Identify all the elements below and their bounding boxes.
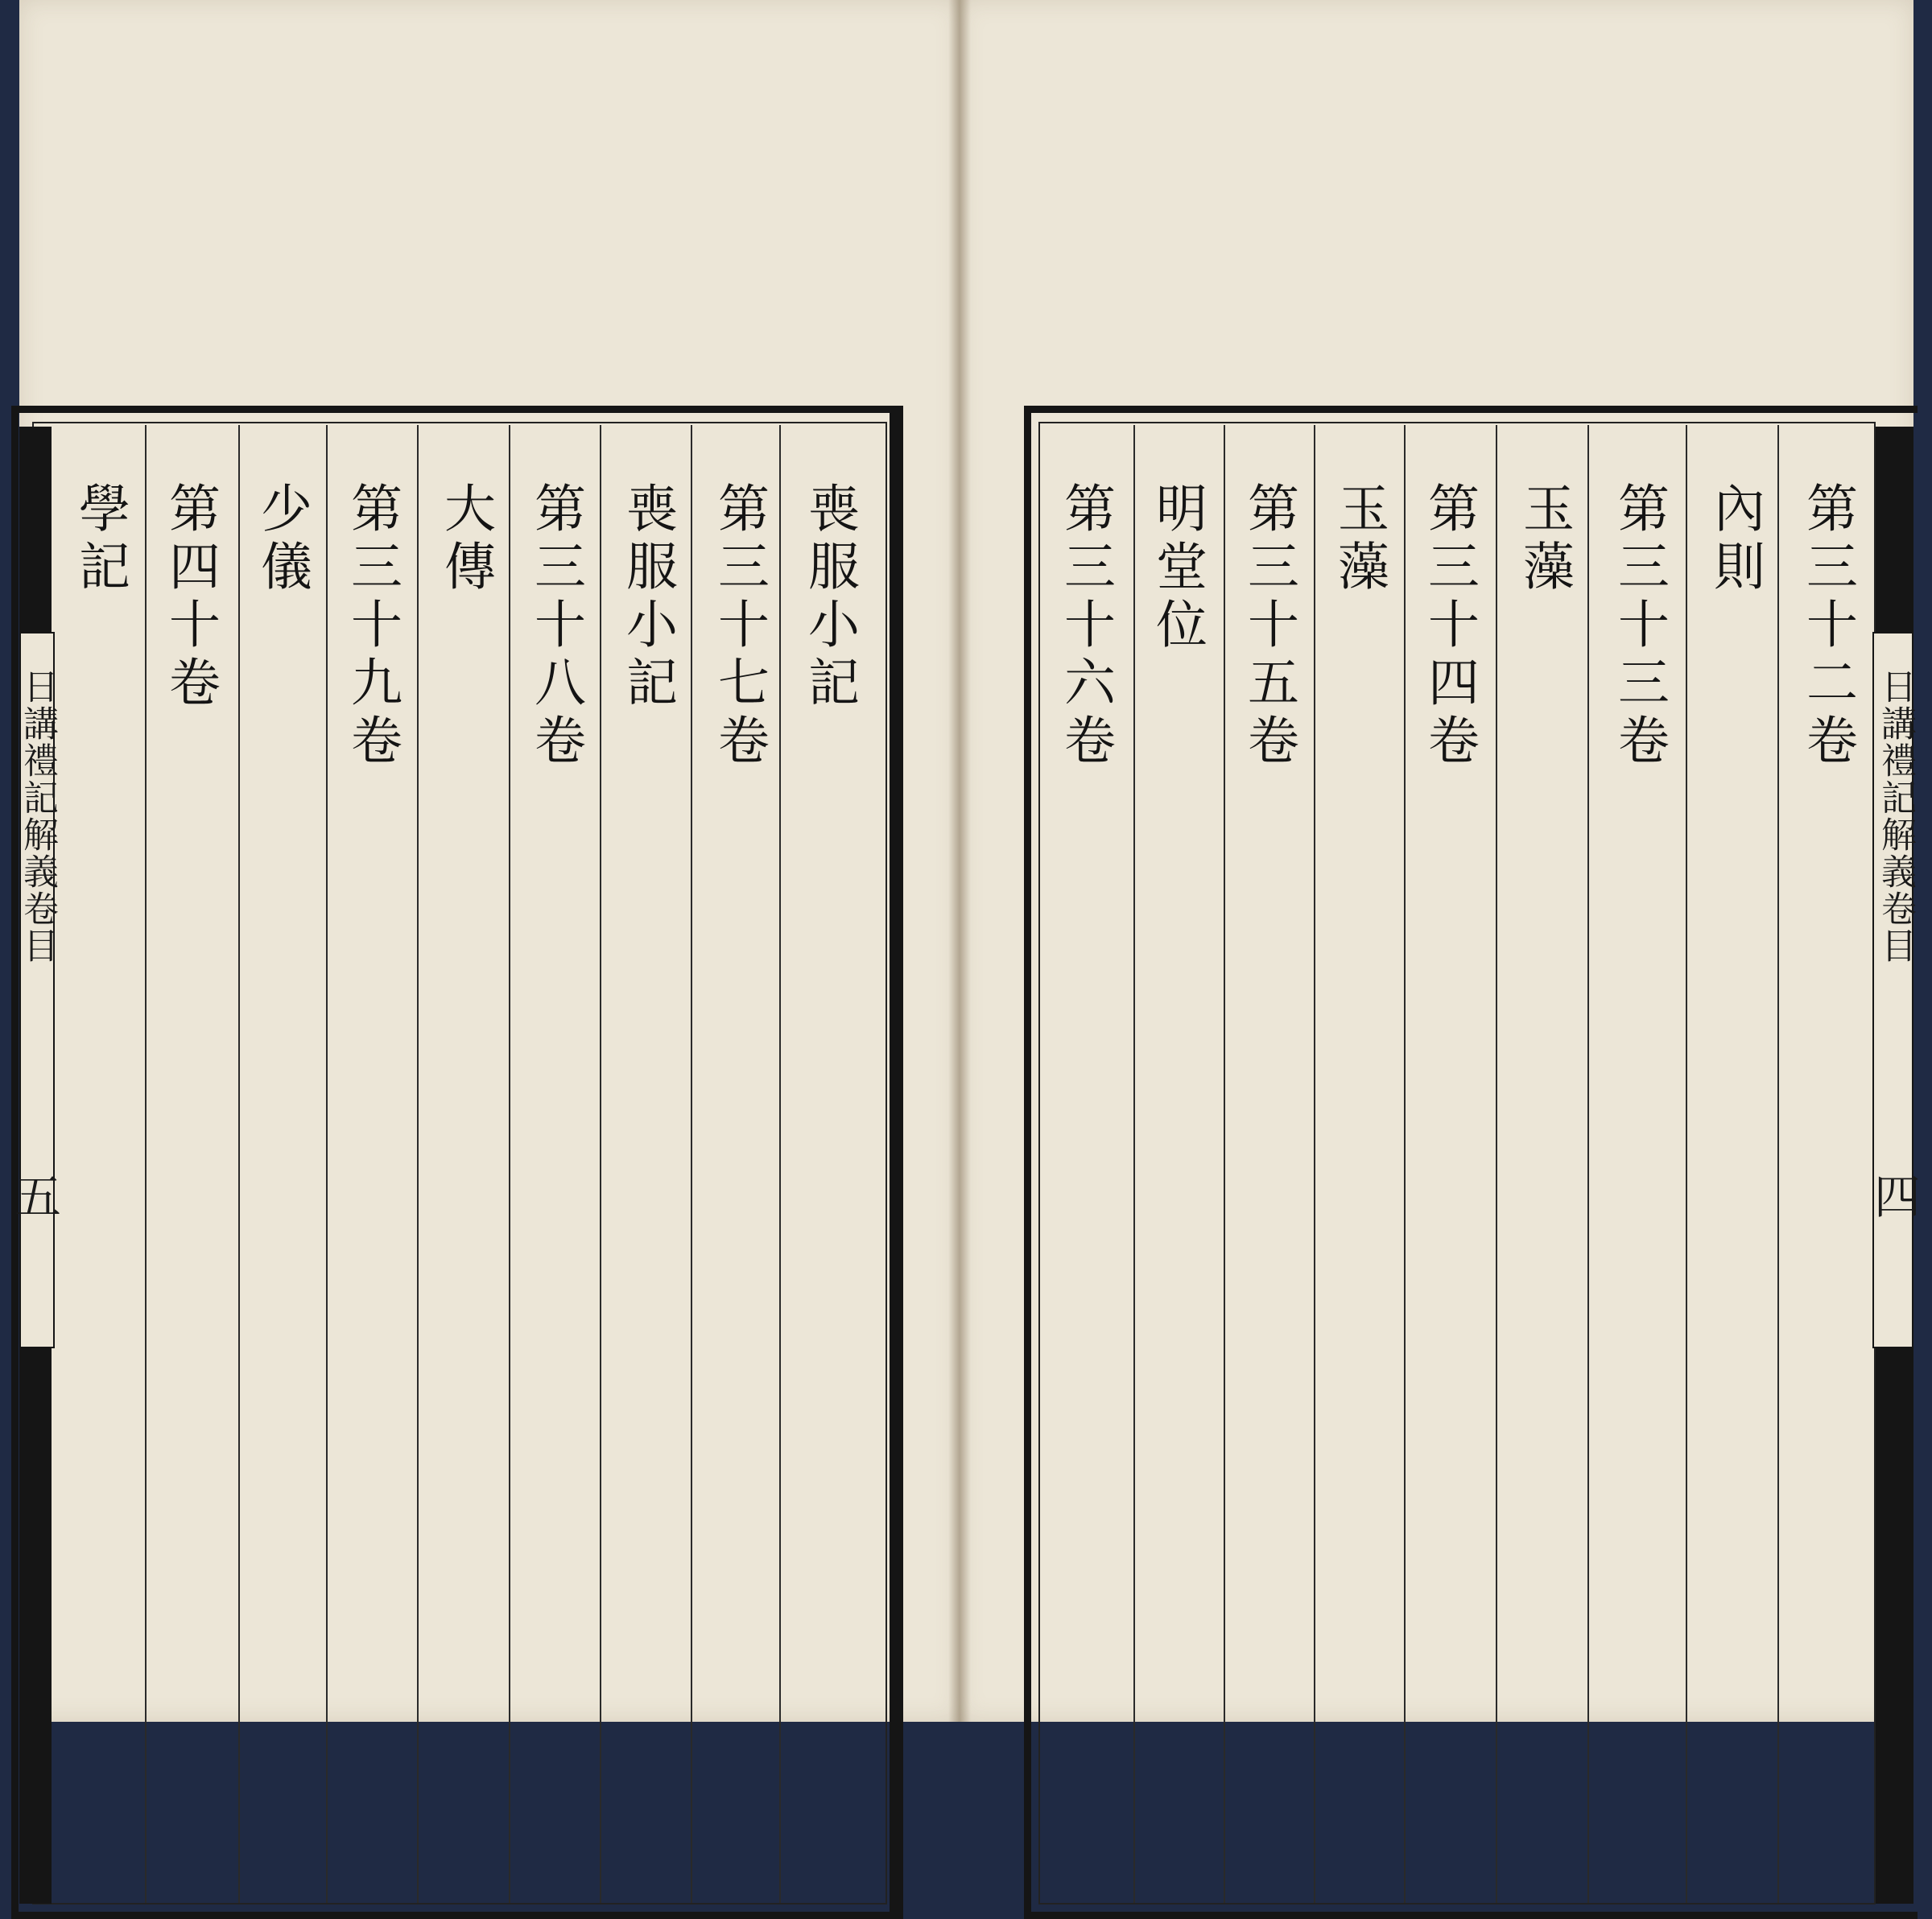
- left-column-3: [603, 481, 691, 713]
- right-page-number: 四: [1874, 1170, 1922, 1224]
- left-column-text: 第四十卷: [160, 481, 220, 713]
- left-column-rule: [600, 425, 601, 1903]
- right-column-text: 內則: [1705, 481, 1765, 597]
- left-column-7: [237, 481, 326, 597]
- left-column-text: 少儀: [252, 481, 312, 597]
- right-column-rule: [1686, 425, 1687, 1903]
- right-heart-title: 日講禮記解義卷目: [1875, 668, 1916, 964]
- right-column-rule: [1777, 425, 1779, 1903]
- left-column-text: 第三十八卷: [526, 481, 585, 771]
- right-column-8: [1133, 481, 1221, 655]
- right-column-rule: [1587, 425, 1589, 1903]
- left-column-1: [785, 481, 873, 713]
- right-column-6: [1315, 481, 1403, 597]
- left-page-number: 五: [14, 1170, 62, 1224]
- left-column-6: [328, 481, 416, 771]
- left-column-9: [56, 481, 144, 597]
- left-column-text: 第三十七卷: [709, 481, 769, 771]
- right-column-text: 玉藻: [1514, 481, 1574, 597]
- right-column-text: 第三十六卷: [1055, 481, 1115, 771]
- left-column-text: 第三十九卷: [342, 481, 402, 771]
- left-column-8: [146, 481, 234, 713]
- right-column-2: [1690, 481, 1779, 597]
- right-column-3: [1595, 481, 1683, 771]
- right-column-text: 第三十二卷: [1798, 481, 1857, 771]
- left-column-text: 喪服小記: [799, 481, 859, 713]
- right-fish-tail-bottom: [1876, 1348, 1913, 1904]
- left-column-rule: [417, 425, 419, 1903]
- left-fish-tail-bottom: [19, 1348, 52, 1904]
- right-column-text: 明堂位: [1147, 481, 1207, 655]
- book-gutter: [948, 0, 971, 1722]
- right-column-rule: [1314, 425, 1315, 1903]
- left-column-2: [695, 481, 783, 771]
- right-column-rule: [1496, 425, 1497, 1903]
- right-column-text: 第三十五卷: [1239, 481, 1298, 771]
- right-column-5: [1405, 481, 1493, 771]
- right-column-1: [1783, 481, 1872, 771]
- right-column-7: [1224, 481, 1313, 771]
- left-column-text: 學記: [70, 481, 130, 597]
- right-column-4: [1500, 481, 1588, 597]
- right-column-text: 第三十四卷: [1419, 481, 1479, 771]
- left-column-5: [421, 481, 510, 597]
- right-fish-tail-top: [1876, 427, 1913, 632]
- right-column-text: 玉藻: [1329, 481, 1389, 597]
- left-heart-title: 日講禮記解義卷目: [17, 668, 58, 964]
- left-column-rule: [238, 425, 240, 1903]
- left-column-text: 喪服小記: [617, 481, 677, 713]
- right-column-9: [1041, 481, 1129, 771]
- left-column-text: 大傳: [436, 481, 495, 597]
- left-column-rule: [509, 425, 510, 1903]
- left-fish-tail-top: [19, 427, 52, 632]
- right-column-text: 第三十三卷: [1609, 481, 1669, 771]
- left-column-4: [511, 481, 600, 771]
